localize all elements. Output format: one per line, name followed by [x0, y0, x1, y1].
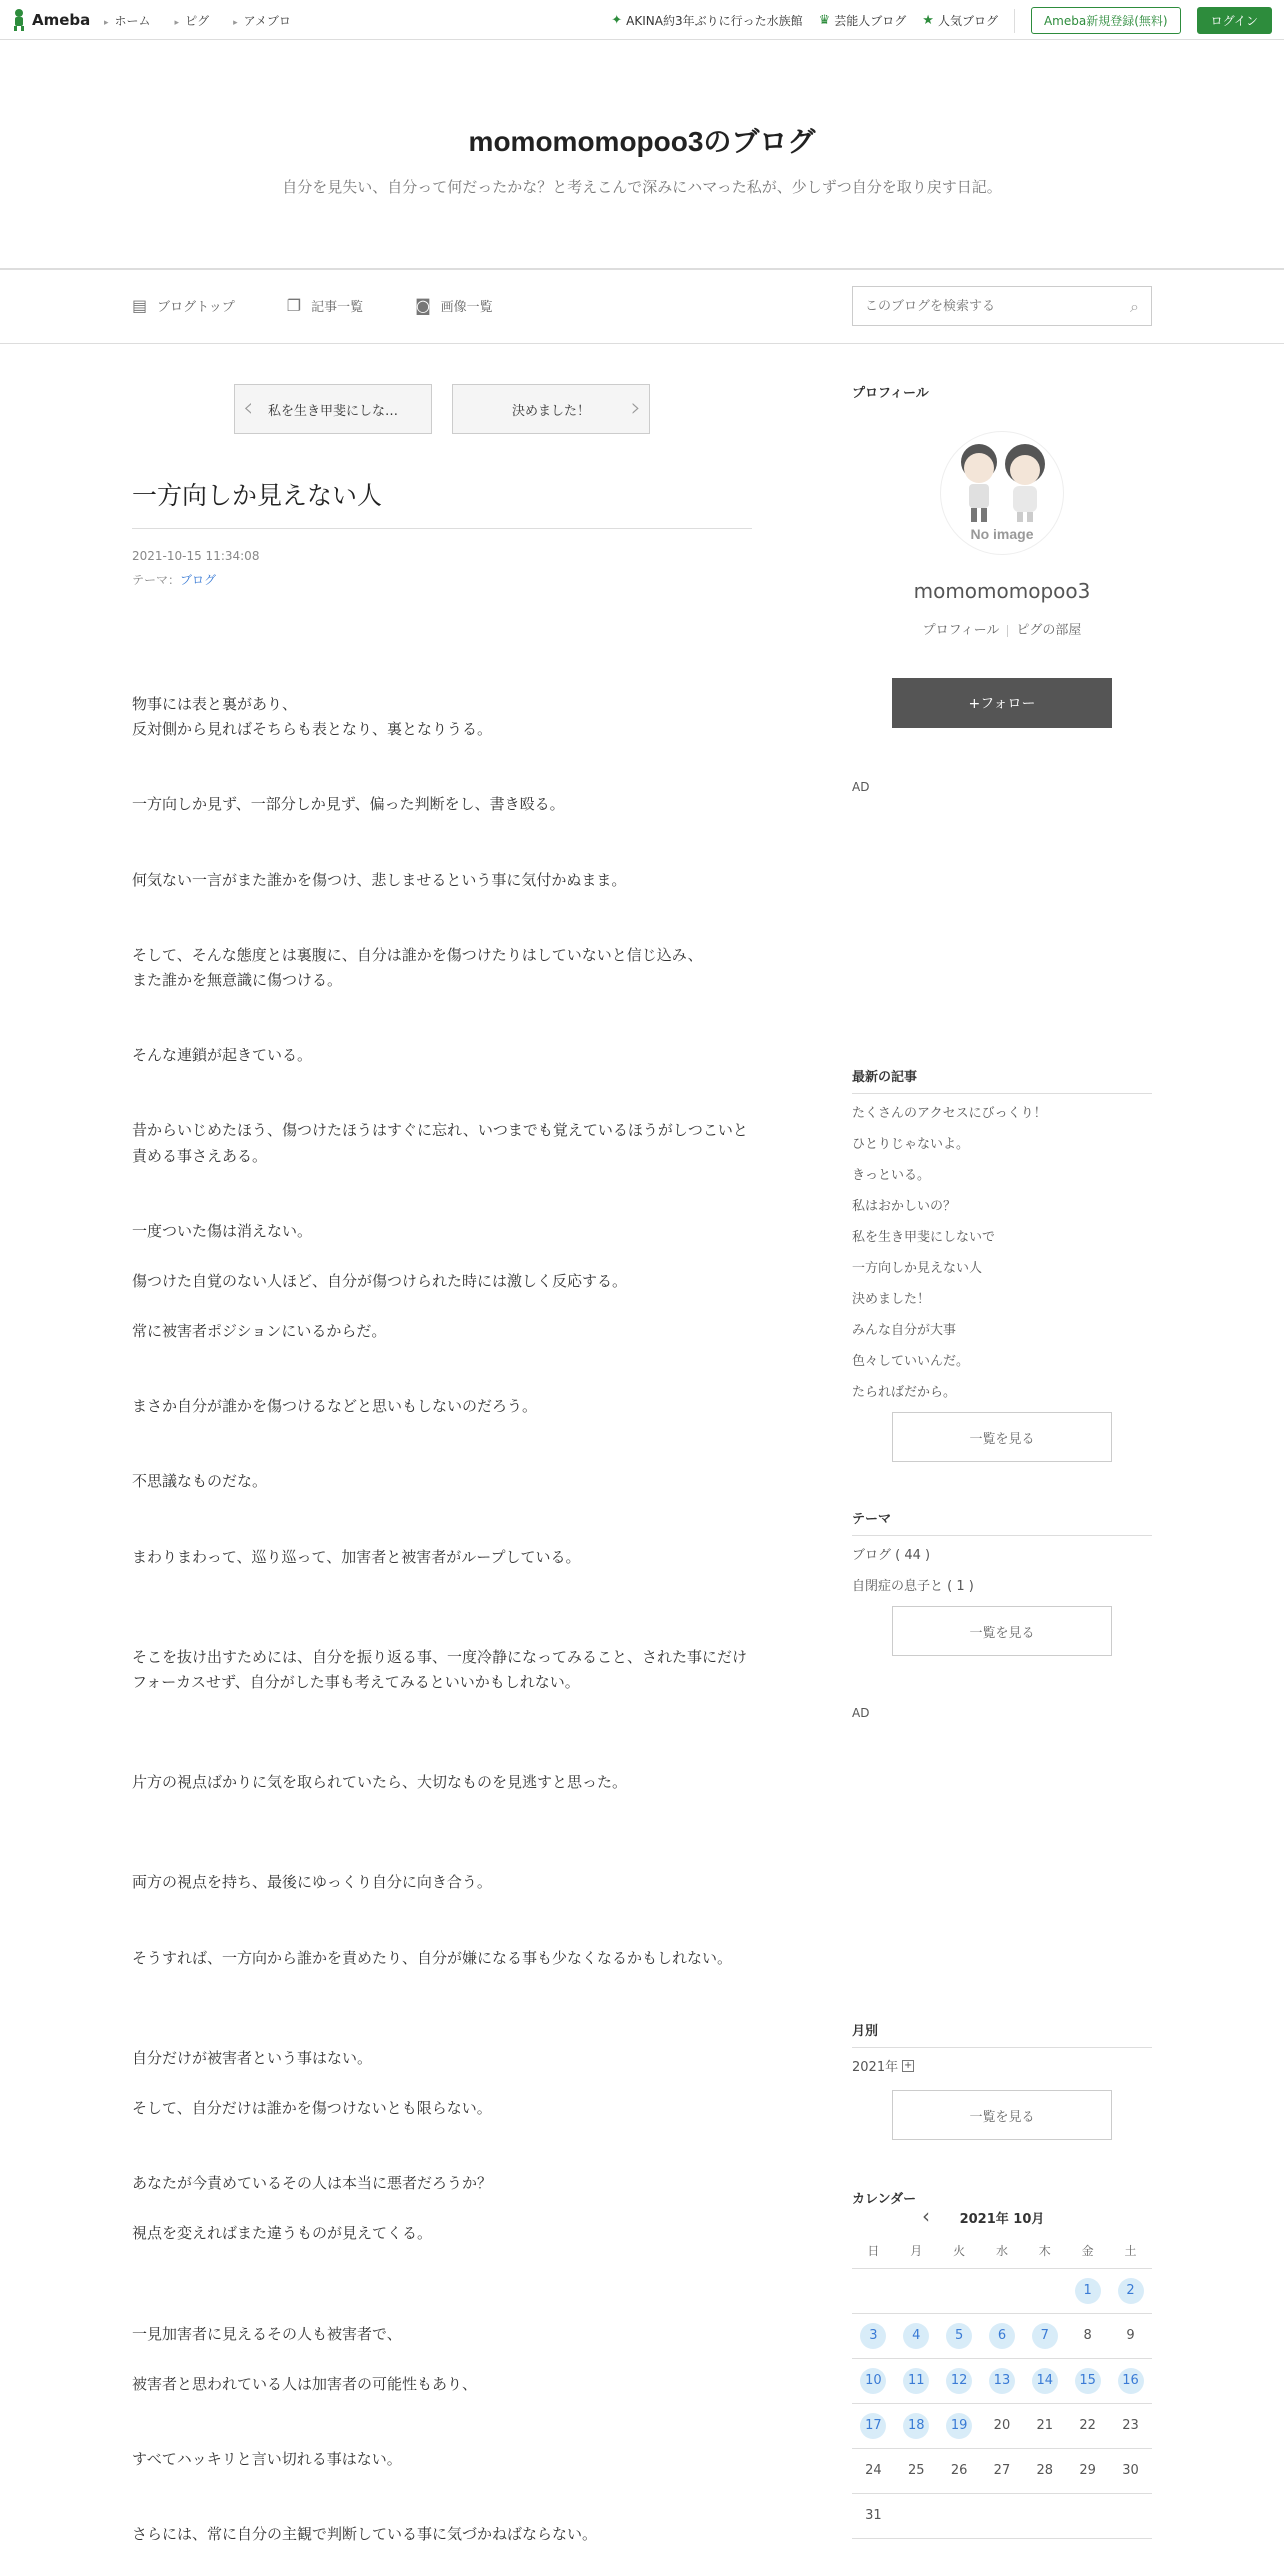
entry-paragraph: 常に被害者ポジションにいるからだ。 [132, 1322, 387, 1341]
entry-paragraph: 両方の視点を持ち、最後にゆっくり自分に向き合う。 [132, 1873, 492, 1892]
entry-paragraph: 昔からいじめたほう、傷つけたほうはすぐに忘れ、いつまでも覚えているほうがしつこいと責める事さえある。 [132, 1121, 748, 1165]
calendar-day: 25 [895, 2448, 938, 2493]
nav-blog-top-label: ブログトップ [157, 300, 235, 315]
sidebar [852, 344, 1152, 2523]
copy-icon: ❐ [286, 296, 302, 315]
nav-image-list[interactable] [415, 296, 493, 315]
chevron-right-icon: › [630, 393, 641, 423]
crown-icon: ♛ [818, 13, 831, 28]
calendar-day [852, 2268, 895, 2313]
nav-blog-top[interactable] [132, 296, 235, 315]
search-icon[interactable]: ⌕ [1130, 297, 1139, 316]
topnav-pigg-link[interactable]: ▸ ピグ [175, 12, 210, 29]
topnav-celebrity-blog-link[interactable] [819, 12, 907, 29]
calendar-day: 31 [852, 2493, 895, 2538]
calendar-day-link[interactable]: 17 [860, 2413, 886, 2439]
topnav-ameblo-link[interactable]: ▸ アメブロ [233, 12, 291, 29]
calendar-day[interactable] [938, 2313, 981, 2358]
calendar-day-link[interactable]: 6 [989, 2323, 1015, 2349]
next-entry-button[interactable] [452, 384, 650, 434]
blog-nav [0, 272, 1284, 344]
blog-description: 自分を見失い、自分って何だったかな？と考えこんで深みにハマった私が、少しずつ自分を取り戻す日記。 [282, 178, 1002, 196]
calendar-day[interactable] [852, 2358, 895, 2403]
ameba-logo-text: Ameba [32, 11, 91, 29]
entry-theme-link[interactable]: ブログ [180, 573, 217, 587]
latest-entry-link[interactable]: たくさんのアクセスにびっくり！ [852, 1106, 1047, 1121]
register-button[interactable]: Ameba新規登録(無料) [1031, 7, 1181, 34]
calendar-day[interactable] [895, 2358, 938, 2403]
calendar-day-link[interactable]: 2 [1118, 2278, 1144, 2304]
calendar-day-link[interactable]: 10 [860, 2368, 886, 2394]
calendar-day-link[interactable]: 16 [1118, 2368, 1144, 2394]
avatar[interactable] [940, 431, 1064, 555]
calendar-day [1066, 2493, 1109, 2538]
camera-icon: ◙ [415, 296, 431, 315]
calendar-day-link[interactable]: 11 [903, 2368, 929, 2394]
calendar-day-link[interactable]: 13 [989, 2368, 1015, 2394]
calendar-day [895, 2268, 938, 2313]
calendar-day-link[interactable]: 15 [1075, 2368, 1101, 2394]
nav-image-list-label: 画像一覧 [440, 300, 493, 315]
chevron-left-icon[interactable]: ‹ [922, 2204, 930, 2228]
calendar-day[interactable] [981, 2313, 1024, 2358]
calendar-day [981, 2268, 1024, 2313]
nav-entry-list[interactable] [287, 296, 363, 315]
calendar-day [1023, 2268, 1066, 2313]
profile-name[interactable]: momomomopoo3 [913, 579, 1091, 603]
entry-paragraph: 被害者と思われている人は加害者の可能性もあり、 [132, 2374, 478, 2393]
entry-paragraph: 何気ない一言がまた誰かを傷つけ、悲しませるという事に気付かぬまま。 [132, 870, 627, 889]
calendar-week [852, 2358, 1152, 2403]
calendar-weekday: 木 [1023, 2234, 1066, 2268]
topnav-popular-label: 人気ブログ [937, 14, 998, 28]
calendar-day: 26 [938, 2448, 981, 2493]
entry-paragraph: 傷つけた自覚のない人ほど、自分が傷つけられた時には激しく反応する。 [132, 1271, 628, 1290]
calendar-day[interactable] [1109, 2358, 1152, 2403]
topnav-popular-blog-link[interactable] [922, 12, 998, 29]
calendar-day: 29 [1066, 2448, 1109, 2493]
calendar-day[interactable] [1066, 2358, 1109, 2403]
profile-links [852, 619, 1152, 638]
blog-search-input[interactable] [853, 287, 1103, 325]
calendar-day-link[interactable]: 4 [903, 2323, 929, 2349]
calendar-day: 21 [1023, 2403, 1066, 2448]
calendar-day [981, 2493, 1024, 2538]
entry-paragraph: そこを抜け出すためには、自分を振り返る事、一度冷静になってみること、された事にだけフォーカスせず、自分がした事も考えてみるといいかもしれない。 [132, 1647, 748, 1691]
entry-paragraph: 視点を変えればまた違うものが見えてくる。 [132, 2224, 433, 2243]
star-icon: ✦ [611, 13, 623, 28]
calendar-weekday: 土 [1109, 2234, 1152, 2268]
latest-entries-heading: 最新の記事 [852, 1066, 1152, 1094]
latest-entry-link[interactable]: ひとりじゃないよ。 [852, 1137, 970, 1152]
entry-paragraph: そんな連鎖が起きている。 [132, 1046, 313, 1065]
calendar-day: 9 [1109, 2313, 1152, 2358]
entry-paragraph: あなたが今責めているその人は本当に悪者だろうか？ [132, 2174, 493, 2193]
calendar-nav [852, 2204, 1152, 2228]
entry-paragraph: 物事には表と裏があり、 反対側から見ればそちらも表となり、裏となりうる。 [132, 695, 493, 739]
ad-label: AD [852, 1706, 870, 1720]
profile-link[interactable]: プロフィール [922, 623, 1000, 638]
entry-paragraph: そして、自分だけは誰かを傷つけないとも限らない。 [132, 2098, 492, 2117]
calendar-day[interactable] [981, 2358, 1024, 2403]
latest-entry-link[interactable]: きっといる。 [852, 1168, 931, 1183]
article-column [132, 344, 752, 2547]
calendar-day-link[interactable]: 1 [1075, 2278, 1101, 2304]
calendar-day-link[interactable]: 14 [1032, 2368, 1058, 2394]
calendar-day-link[interactable]: 18 [903, 2413, 929, 2439]
latest-entry-link[interactable]: 私はおかしいの？ [852, 1199, 957, 1214]
profile-link-divider [1007, 625, 1008, 637]
latest-entry-link[interactable]: 一方向しか見えない人 [852, 1261, 983, 1276]
calendar-day: 28 [1023, 2448, 1066, 2493]
latest-entry-link[interactable]: 私を生き甲斐にしないで [852, 1230, 996, 1245]
calendar-week [852, 2448, 1152, 2493]
calendar-day [938, 2268, 981, 2313]
calendar-weekday: 火 [938, 2234, 981, 2268]
calendar-day[interactable] [938, 2403, 981, 2448]
entry-title[interactable]: 一方向しか見えない人 [132, 476, 752, 529]
entry-paragraph: すべてハッキリと言い切れる事はない。 [132, 2449, 402, 2468]
latest-see-all-button[interactable]: 一覧を見る [892, 1412, 1112, 1462]
entry-paragraph: まさか自分が誰かを傷つけるなどと思いもしないのだろう。 [132, 1397, 538, 1416]
entry-paragraph: 不思議なものだな。 [132, 1472, 268, 1491]
next-entry-label: 決めました！ [511, 403, 590, 419]
calendar-weekday: 金 [1066, 2234, 1109, 2268]
nav-entry-list-label: 記事一覧 [311, 300, 364, 315]
entry-paragraph: そして、そんな態度とは裏腹に、自分は誰かを傷つけたりはしていないと信じ込み、 また誰かを無意識に傷つける。 [132, 945, 703, 989]
calendar-day-link[interactable]: 12 [946, 2368, 972, 2394]
document-icon: ▤ [132, 296, 148, 315]
ameba-logo[interactable] [10, 8, 90, 32]
ameba-logo-icon [10, 8, 28, 32]
follow-button[interactable]: +フォロー [892, 678, 1112, 728]
latest-entry-link[interactable]: 色々していいんだ。 [852, 1354, 970, 1369]
theme-link[interactable]: 自閉症の息子と ( 1 ) [852, 1579, 974, 1594]
entry-paragraph: さらには、常に自分の主観で判断している事に気づかねばならない。 [132, 2525, 598, 2544]
entry-date: 2021-10-15 11:34:08 [132, 549, 260, 563]
calendar-day [938, 2493, 981, 2538]
entry-paragraph: 一度ついた傷は消えない。 [132, 1221, 313, 1240]
monthly-archive-item[interactable] [852, 2056, 914, 2075]
blog-search [852, 286, 1152, 326]
expand-plus-icon[interactable]: + [903, 2059, 913, 2071]
calendar-day[interactable] [852, 2313, 895, 2358]
theme-see-all-button[interactable]: 一覧を見る [892, 1606, 1112, 1656]
blog-title[interactable]: momomomopoo3のブログ [468, 126, 816, 157]
calendar-day: 30 [1109, 2448, 1152, 2493]
theme-heading: テーマ [852, 1508, 1152, 1536]
monthly-see-all-button[interactable]: 一覧を見る [892, 2090, 1112, 2140]
calendar-day: 20 [981, 2403, 1024, 2448]
calendar-day [895, 2493, 938, 2538]
calendar-day-link[interactable]: 19 [946, 2413, 972, 2439]
calendar-day[interactable] [852, 2403, 895, 2448]
calendar-day-link[interactable]: 3 [860, 2323, 886, 2349]
calendar-day [1023, 2493, 1066, 2538]
latest-entry-link[interactable]: たらればだから。 [852, 1385, 957, 1400]
entry-body [132, 692, 752, 2547]
calendar-day-link[interactable]: 5 [946, 2323, 972, 2349]
calendar-day: 27 [981, 2448, 1024, 2493]
pigg-room-link[interactable]: ピグの部屋 [1016, 623, 1082, 638]
topnav-celebrity-label: 芸能人ブログ [834, 14, 907, 28]
prev-entry-button[interactable] [234, 384, 432, 434]
profile-heading: プロフィール [852, 386, 929, 401]
calendar-day: 23 [1109, 2403, 1152, 2448]
calendar-day[interactable] [895, 2403, 938, 2448]
login-button[interactable]: ログイン [1197, 7, 1272, 34]
entry-paragraph: そうすれば、一方向から誰かを責めたり、自分が嫌になる事も少なくなるかもしれない。 [132, 1948, 733, 1967]
chevron-left-icon: ‹ [243, 393, 254, 423]
calendar-grid [852, 2234, 1152, 2539]
topnav-divider [1014, 9, 1015, 33]
calendar-day: 24 [852, 2448, 895, 2493]
calendar-day[interactable] [1109, 2268, 1152, 2313]
entry-paragraph: まわりまわって、巡り巡って、加害者と被害者がループしている。 [132, 1547, 581, 1566]
monthly-heading: 月別 [852, 2020, 1152, 2048]
topnav-pickup-label: AKINA約3年ぶりに行った水族館 [626, 14, 803, 28]
ad-label: AD [852, 780, 870, 794]
latest-entries-list [852, 1098, 1047, 1408]
calendar-weekday: 水 [981, 2234, 1024, 2268]
latest-entry-link[interactable]: 決めました！ [852, 1292, 931, 1307]
entry-paragraph: 一見加害者に見えるその人も被害者で、 [132, 2324, 402, 2343]
calendar-day: 8 [1066, 2313, 1109, 2358]
calendar-day[interactable] [1023, 2358, 1066, 2403]
topnav-home-link[interactable]: ▸ ホーム [104, 12, 151, 29]
calendar-weekday: 日 [852, 2234, 895, 2268]
calendar-day[interactable] [895, 2313, 938, 2358]
entry-paragraph: 片方の視点ばかりに気を取られていたら、大切なものを見逃すと思った。 [132, 1773, 628, 1792]
entry-paragraph: 一方向しか見ず、一部分しか見ず、偏った判断をし、書き殴る。 [132, 795, 565, 814]
calendar-month: 2021年 10月 [959, 2212, 1045, 2227]
calendar-week [852, 2493, 1152, 2538]
prev-entry-label: 私を生き甲斐にしな… [267, 403, 398, 419]
blog-header [0, 40, 1284, 270]
monthly-year-label: 2021年 [852, 2060, 899, 2075]
calendar-week [852, 2268, 1152, 2313]
star-icon: ★ [922, 13, 934, 28]
entry-paragraph: 自分だけが被害者という事はない。 [132, 2048, 373, 2067]
calendar-weekday: 月 [895, 2234, 938, 2268]
entry-pager [132, 384, 752, 434]
calendar-day: 22 [1066, 2403, 1109, 2448]
topnav-pickup-link[interactable] [611, 12, 802, 29]
calendar-day-link[interactable]: 7 [1032, 2323, 1058, 2349]
theme-list [852, 1540, 974, 1602]
calendar-week [852, 2403, 1152, 2448]
calendar-day[interactable] [938, 2358, 981, 2403]
no-image-label: No image [970, 526, 1034, 542]
latest-entry-link[interactable]: みんな自分が大事 [852, 1323, 957, 1338]
calendar-day[interactable] [1066, 2268, 1109, 2313]
entry-theme-label: テーマ： [132, 573, 181, 587]
calendar-heading: カレンダー [852, 2192, 917, 2207]
calendar-week [852, 2313, 1152, 2358]
entry-theme [132, 571, 752, 588]
ameba-global-header [0, 0, 1284, 40]
calendar-day[interactable] [1023, 2313, 1066, 2358]
calendar-day [1109, 2493, 1152, 2538]
theme-link[interactable]: ブログ ( 44 ) [852, 1548, 931, 1563]
